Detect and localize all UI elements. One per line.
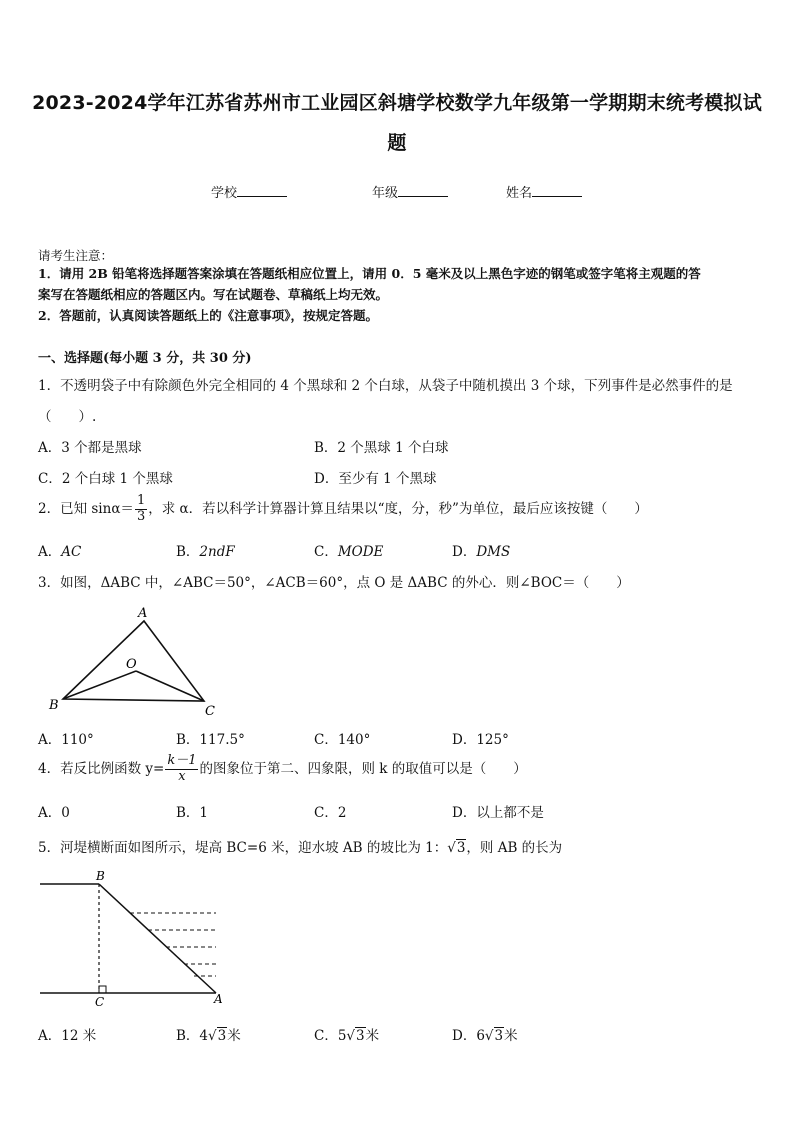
q2-option-c-key: MODE — [337, 544, 384, 560]
q2-post: ，求 α．若以科学计算器计算且结果以“度，分，秒”为单位，最后应该按键（ ） — [148, 500, 648, 517]
right-angle-mark — [99, 986, 106, 993]
q4-frac-num: k－1 — [167, 753, 197, 768]
q4-option-a: A．0 — [38, 805, 70, 821]
q2-frac-num: 1 — [136, 493, 146, 508]
q2-option-b-key: 2ndF — [199, 544, 235, 560]
q5-option-d-label: D．6 — [452, 1028, 485, 1044]
q4-option-d: D．以上都不是 — [452, 805, 544, 821]
q3-triangle-figure — [40, 602, 230, 718]
label-o: O — [126, 657, 137, 672]
q5-option-c — [314, 1024, 379, 1044]
q2-option-a-label: A． — [38, 544, 62, 560]
q5-option-d — [452, 1024, 518, 1044]
q2-option-c-label: C． — [314, 544, 338, 560]
q4-option-b: B．1 — [176, 805, 209, 821]
page-title-line1: 2023-2024学年江苏省苏州市工业园区斜塘学校数学九年级第一学期期末统考模拟试 — [32, 92, 762, 114]
label-c: C — [95, 995, 105, 1008]
q4-option-c: C．2 — [314, 805, 347, 821]
q1-text-line2: （ ）. — [38, 409, 97, 425]
school-field — [211, 182, 287, 201]
school-label: 学校 — [211, 186, 238, 201]
label-a: A — [138, 606, 148, 621]
section-heading: 一、选择题(每小题 3 分，共 30 分) — [38, 351, 252, 366]
q2-fraction — [135, 494, 147, 525]
q5-option-c-radicand: 3 — [356, 1028, 365, 1044]
q1-option-a: A．3 个都是黑球 — [38, 440, 142, 456]
q3-text: 3．如图，ΔABC 中，∠ABC＝50°，∠ACB＝60°，点 O 是 ΔABC 的外心．则∠BOC＝（ ） — [38, 575, 630, 591]
notice-item1-line2: 案写在答题纸相应的答题区内。写在试题卷、草稿纸上均无效。 — [38, 287, 389, 302]
q5-option-d-unit: 米 — [504, 1028, 518, 1044]
notice-item1-line1: 1．请用 2B 铅笔将选择题答案涂填在答题纸相应位置上，请用 0．5 毫米及以上黑色字迹的钢笔或签字笔将主观题的答 — [38, 266, 701, 281]
q5-option-a-label: A．12 米 — [38, 1028, 97, 1044]
q4-fraction — [165, 754, 198, 785]
q3-option-d: D．125° — [452, 732, 509, 748]
q2-frac-den: 3 — [136, 508, 146, 524]
q3-option-b: B．117.5° — [176, 732, 245, 748]
q2-text — [38, 494, 648, 525]
q5-option-b-sqrt: √3 — [208, 1028, 227, 1044]
q4-pre: 4．若反比例函数 y= — [38, 760, 165, 777]
q5-option-b-radicand: 3 — [217, 1028, 227, 1044]
q2-option-d — [452, 540, 510, 560]
q5-option-b-label: B．4 — [176, 1028, 209, 1044]
q5-pre: 5．河堤横断面如图所示，堤高 BC=6 米，迎水坡 AB 的坡比为 1： — [38, 840, 448, 856]
grade-field — [372, 182, 448, 201]
q2-option-c — [314, 540, 383, 560]
q3-option-a: A．110° — [38, 732, 94, 748]
q1-text-line1: 1．不透明袋子中有除颜色外完全相同的 4 个黑球和 2 个白球，从袋子中随机摸出 3 个球，下列事件是必然事件的是 — [38, 378, 733, 394]
q5-option-c-label: C．5 — [314, 1028, 347, 1044]
q4-post: 的图象位于第二、四象限，则 k 的取值可以是（ ） — [199, 760, 527, 777]
q1-option-d: D．至少有 1 个黑球 — [314, 471, 437, 487]
label-c: C — [205, 704, 215, 718]
notice-heading: 请考生注意： — [38, 248, 114, 263]
q5-text — [38, 836, 562, 856]
q1-option-c: C．2 个白球 1 个黑球 — [38, 471, 173, 487]
q5-option-a — [38, 1024, 96, 1044]
q5-option-c-sqrt: √3 — [346, 1028, 365, 1044]
q5-post: ，则 AB 的长为 — [466, 840, 563, 856]
q5-option-b — [176, 1024, 241, 1044]
q1-option-b: B．2 个黑球 1 个白球 — [314, 440, 449, 456]
q2-option-a — [38, 540, 81, 560]
q5-option-b-unit: 米 — [227, 1028, 241, 1044]
q2-option-b — [176, 540, 235, 560]
label-a: A — [214, 992, 223, 1006]
q2-option-b-label: B． — [176, 544, 200, 560]
q4-text — [38, 754, 527, 785]
segment-oc — [136, 671, 204, 701]
page-title-line2: 题 — [387, 132, 407, 154]
q4-frac-den: x — [178, 768, 186, 784]
label-b: B — [96, 869, 105, 883]
q5-option-d-radicand: 3 — [494, 1028, 504, 1044]
q2-pre: 2．已知 sinα＝ — [38, 500, 134, 517]
q5-radicand: 3 — [456, 840, 466, 856]
q5-sqrt: √3 — [447, 840, 466, 856]
q2-option-d-key: DMS — [476, 544, 511, 560]
q5-option-d-sqrt: √3 — [484, 1028, 504, 1044]
q5-embankment-figure — [36, 868, 226, 1008]
grade-blank — [398, 184, 448, 197]
q2-option-d-label: D． — [452, 544, 477, 560]
q5-option-c-unit: 米 — [365, 1028, 380, 1044]
notice-item2: 2．答题前，认真阅读答题纸上的《注意事项》，按规定答题。 — [38, 308, 378, 323]
school-blank — [237, 184, 287, 197]
name-field — [506, 182, 582, 201]
slope-ab — [99, 884, 216, 993]
label-b: B — [49, 698, 59, 713]
q2-option-a-key: AC — [61, 544, 82, 560]
name-blank — [532, 184, 582, 197]
name-label: 姓名 — [506, 186, 533, 201]
grade-label: 年级 — [372, 186, 399, 201]
q3-option-c: C．140° — [314, 732, 371, 748]
segment-bo — [63, 671, 136, 699]
